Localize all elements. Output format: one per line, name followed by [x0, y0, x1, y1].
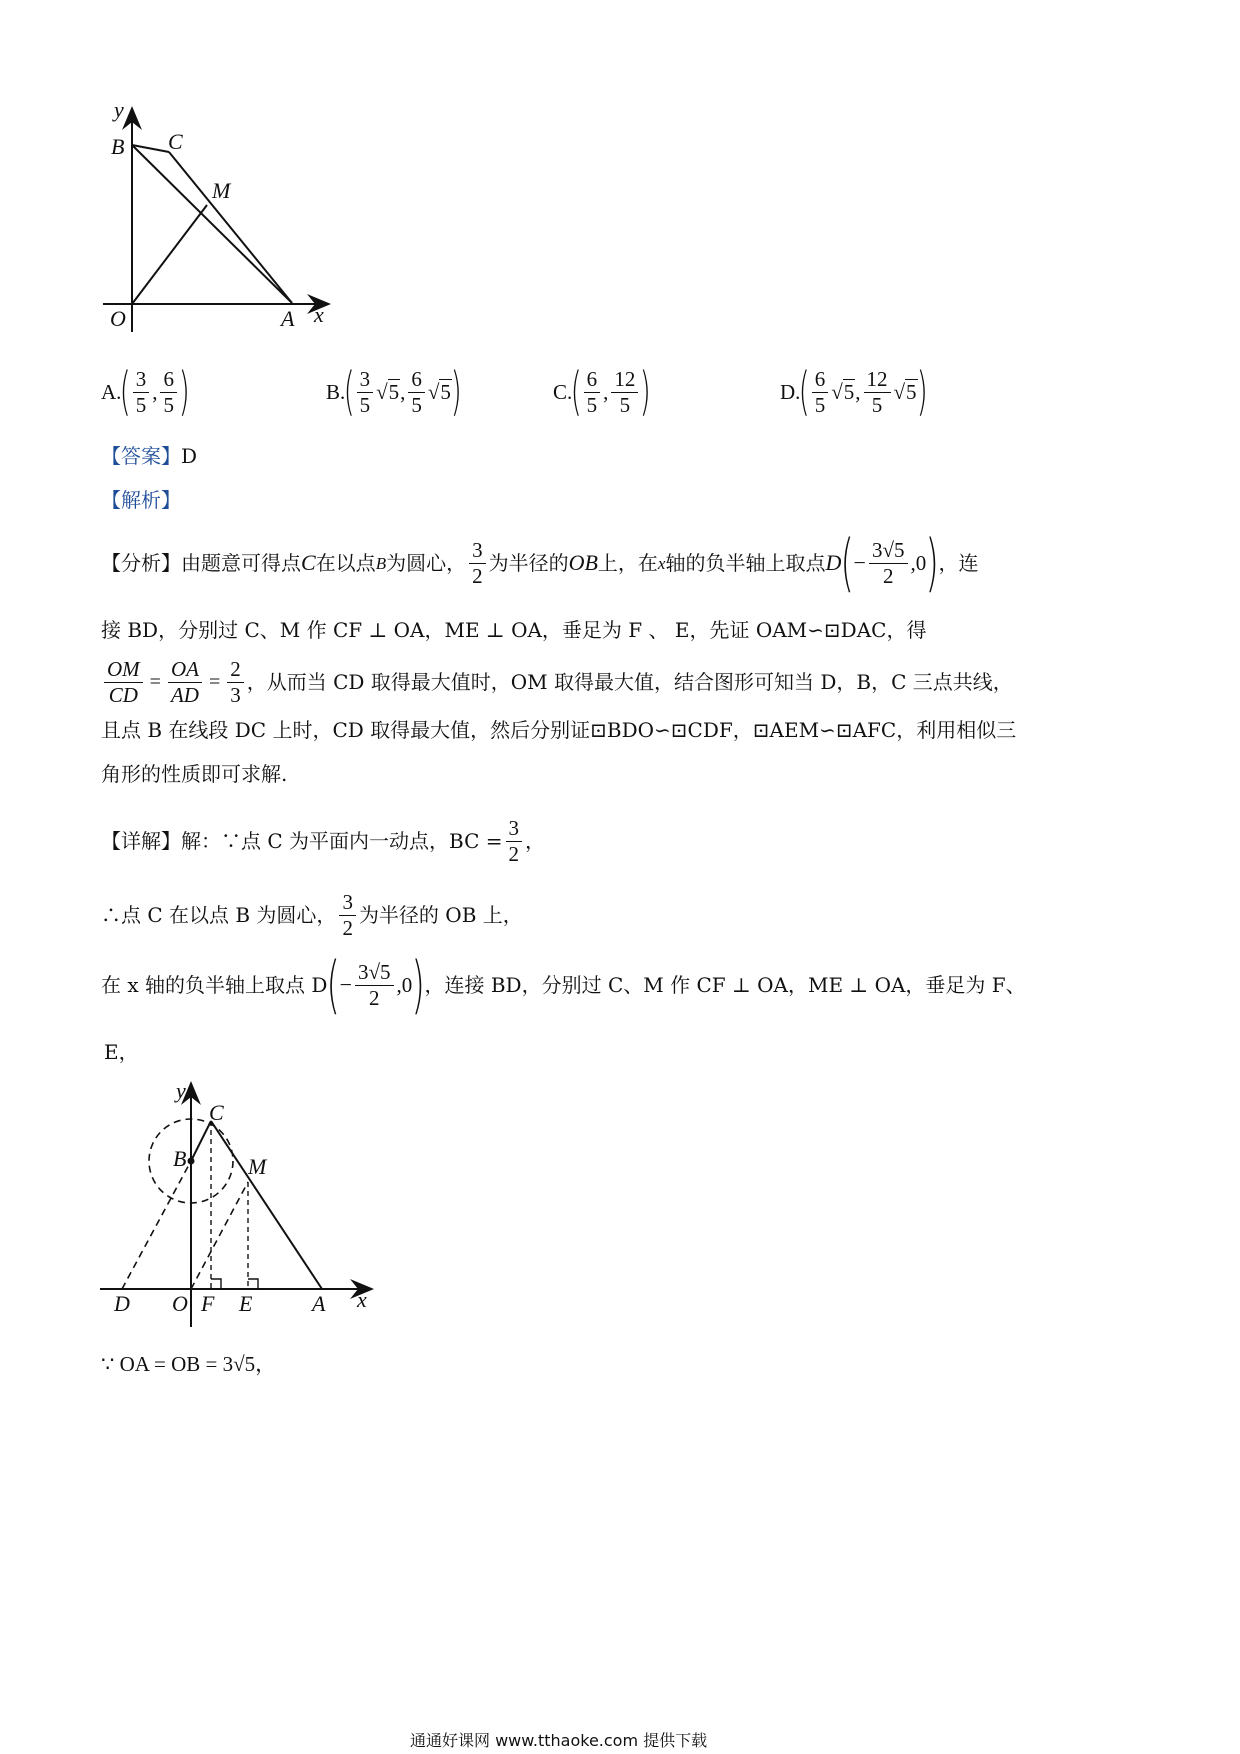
- right-angle-e: [248, 1279, 258, 1289]
- fig2-label-e: E: [239, 1291, 253, 1316]
- fig2-label-m: M: [248, 1154, 267, 1179]
- segment-om: [132, 205, 207, 304]
- option-c: C. ( $\frac{6}{5}$ , $\frac{12}{5}$ ): [553, 362, 652, 422]
- option-letter: D.: [780, 379, 801, 404]
- text: ，连接 BD，分别过 C、M 作 CF ⊥ OA，ME ⊥ OA，垂足为 F、: [424, 973, 1026, 997]
- text: 在以点: [315, 551, 376, 575]
- segment-ca: [211, 1121, 322, 1289]
- detail-last-line: ∵ OA = OB = 3√5，: [101, 1352, 277, 1376]
- text: 上，在: [597, 551, 658, 575]
- fig2-label-o: O: [172, 1291, 188, 1316]
- segment-ca: [169, 152, 292, 303]
- detail-line-1: [101, 813, 545, 869]
- fraction: $\frac{3√5}{2}$: [869, 539, 908, 586]
- segment-db-dashed: [122, 1161, 191, 1289]
- detail-line-3: 在 x 轴的负半轴上取点 D ( − $\frac{3√5}{2}$ ,0 ) ，连接 BD，分别过 C、M 作 CF ⊥ OA，ME ⊥ OA，垂足为 F、: [101, 948, 1026, 1021]
- fig2-label-a: A: [312, 1291, 326, 1316]
- fraction: $\frac{3}{2}$: [469, 539, 486, 586]
- fraction: $\frac{3}{2}$: [506, 817, 523, 864]
- fig2-label-d: D: [114, 1291, 130, 1316]
- analysis-tag: 【解析】: [101, 488, 181, 512]
- fraction: $\frac{3}{2}$: [339, 891, 356, 938]
- segment-om-dashed: [191, 1182, 248, 1289]
- fenxi-line-3: $\frac{OM}{CD}$ = $\frac{OA}{AD}$ = $\frac{2}{3}$ ，从而当 CD 取得最大值时，OM 取得最大值，结合图形可知当 D，B，C 三点共线，: [101, 652, 1013, 712]
- fig1-label-a: A: [281, 306, 295, 331]
- text: 为半径的 OB 上，: [358, 903, 523, 927]
- fraction: $\frac{6}{5}$: [408, 368, 425, 415]
- fig1-label-x: x: [314, 302, 324, 327]
- detail-line-2: [101, 887, 523, 943]
- fenxi-line-1: 【分析】 由题意可得点 C 在以点 B 为圆心， $\frac{3}{2}$ 为半径的 OB 上，在 x 轴的负半轴上取点 D ( − $\frac{3√5}{2}$ ,0 ) ，连: [101, 526, 979, 599]
- fig1-label-m: M: [212, 178, 231, 203]
- fraction: $\frac{6}{5}$: [160, 368, 177, 415]
- fenxi-tag: 【分析】: [101, 551, 181, 575]
- option-letter: C.: [553, 379, 573, 404]
- fig2-label-f: F: [201, 1291, 215, 1316]
- fraction: $\frac{3√5}{2}$: [355, 961, 394, 1008]
- fraction: $\frac{3}{5}$: [357, 368, 374, 415]
- fig1-label-y: y: [114, 97, 124, 122]
- sqrt-symbol: √ 5: [376, 380, 400, 404]
- sqrt-symbol: √ 5: [893, 380, 917, 404]
- detail-tag: 【详解】: [101, 829, 181, 853]
- segment-cb: [191, 1121, 211, 1161]
- fenxi-line-4: 且点 B 在线段 DC 上时，CD 取得最大值，然后分别证⊡BDO∽⊡CDF，⊡AEM∽⊡AFC，利用相似三: [101, 718, 1017, 742]
- detail-line-4: E，: [104, 1040, 139, 1064]
- option-letter: B.: [326, 379, 346, 404]
- text: ,0: [396, 972, 413, 997]
- fig2-label-y: y: [176, 1078, 186, 1103]
- text: C: [301, 550, 316, 575]
- figure-1-diagram: [95, 95, 375, 375]
- text: ，连: [938, 551, 979, 575]
- option-d: D. ( $\frac{6}{5}$ √ 5 , $\frac{12}{5}$ √ 5 ): [780, 362, 928, 422]
- fenxi-line-2: 接 BD，分别过 C、M 作 CF ⊥ OA，ME ⊥ OA，垂足为 F 、 E，先证 OAM∽⊡DAC，得: [101, 618, 927, 642]
- text: ∴点 C 在以点 B 为圆心，: [101, 903, 337, 927]
- text: 为圆心，: [386, 551, 467, 575]
- text: x: [657, 553, 666, 573]
- text: 轴的负半轴上取点: [665, 551, 826, 575]
- text: D: [825, 550, 842, 575]
- fig2-label-x: x: [357, 1287, 367, 1312]
- text: 在 x 轴的负半轴上取点 D: [101, 973, 328, 997]
- sqrt-symbol: √ 5: [831, 380, 855, 404]
- option-letter: A.: [101, 379, 122, 404]
- sqrt-symbol: √ 5: [427, 380, 451, 404]
- option-b: B. ( $\frac{3}{5}$ √ 5 , $\frac{6}{5}$ √ 5 ): [326, 362, 462, 422]
- fig1-label-b: B: [111, 134, 125, 159]
- text: ，: [525, 829, 546, 853]
- fraction: $\frac{OM}{CD}$: [104, 658, 143, 705]
- fraction: $\frac{2}{3}$: [227, 658, 244, 705]
- fig2-label-b: B: [173, 1146, 187, 1171]
- fenxi-line-5: 角形的性质即可求解.: [101, 762, 288, 786]
- fig1-label-c: C: [168, 129, 183, 154]
- option-a: A. ( $\frac{3}{5}$ , $\frac{6}{5}$ ): [101, 362, 190, 422]
- text: ,0: [910, 550, 927, 575]
- text: 由题意可得点: [181, 551, 301, 575]
- text: OB: [568, 550, 598, 575]
- answer-tag: 【答案】: [101, 444, 181, 468]
- fraction: $\frac{6}{5}$: [584, 368, 601, 415]
- fraction: $\frac{OA}{AD}$: [168, 658, 202, 705]
- fraction: $\frac{6}{5}$: [812, 368, 829, 415]
- fraction: $\frac{12}{5}$: [611, 368, 638, 415]
- fig2-label-c: C: [209, 1100, 224, 1125]
- answer-line: [101, 446, 197, 466]
- right-angle-f: [211, 1279, 221, 1289]
- text: B: [375, 553, 387, 573]
- fraction: $\frac{3}{5}$: [133, 368, 150, 415]
- text: ，从而当 CD 取得最大值时，OM 取得最大值，结合图形可知当 D，B，C 三点共线，: [246, 670, 1013, 694]
- text: 为半径的: [488, 551, 569, 575]
- page-footer: 通通好课网 www.tthaoke.com 提供下载: [410, 1731, 708, 1750]
- text: 解：∵点 C 为平面内一动点，BC =: [181, 829, 503, 853]
- fig1-label-o: O: [110, 306, 126, 331]
- answer-value: D: [181, 444, 198, 468]
- segment-ba: [132, 145, 292, 303]
- fraction: $\frac{12}{5}$: [864, 368, 891, 415]
